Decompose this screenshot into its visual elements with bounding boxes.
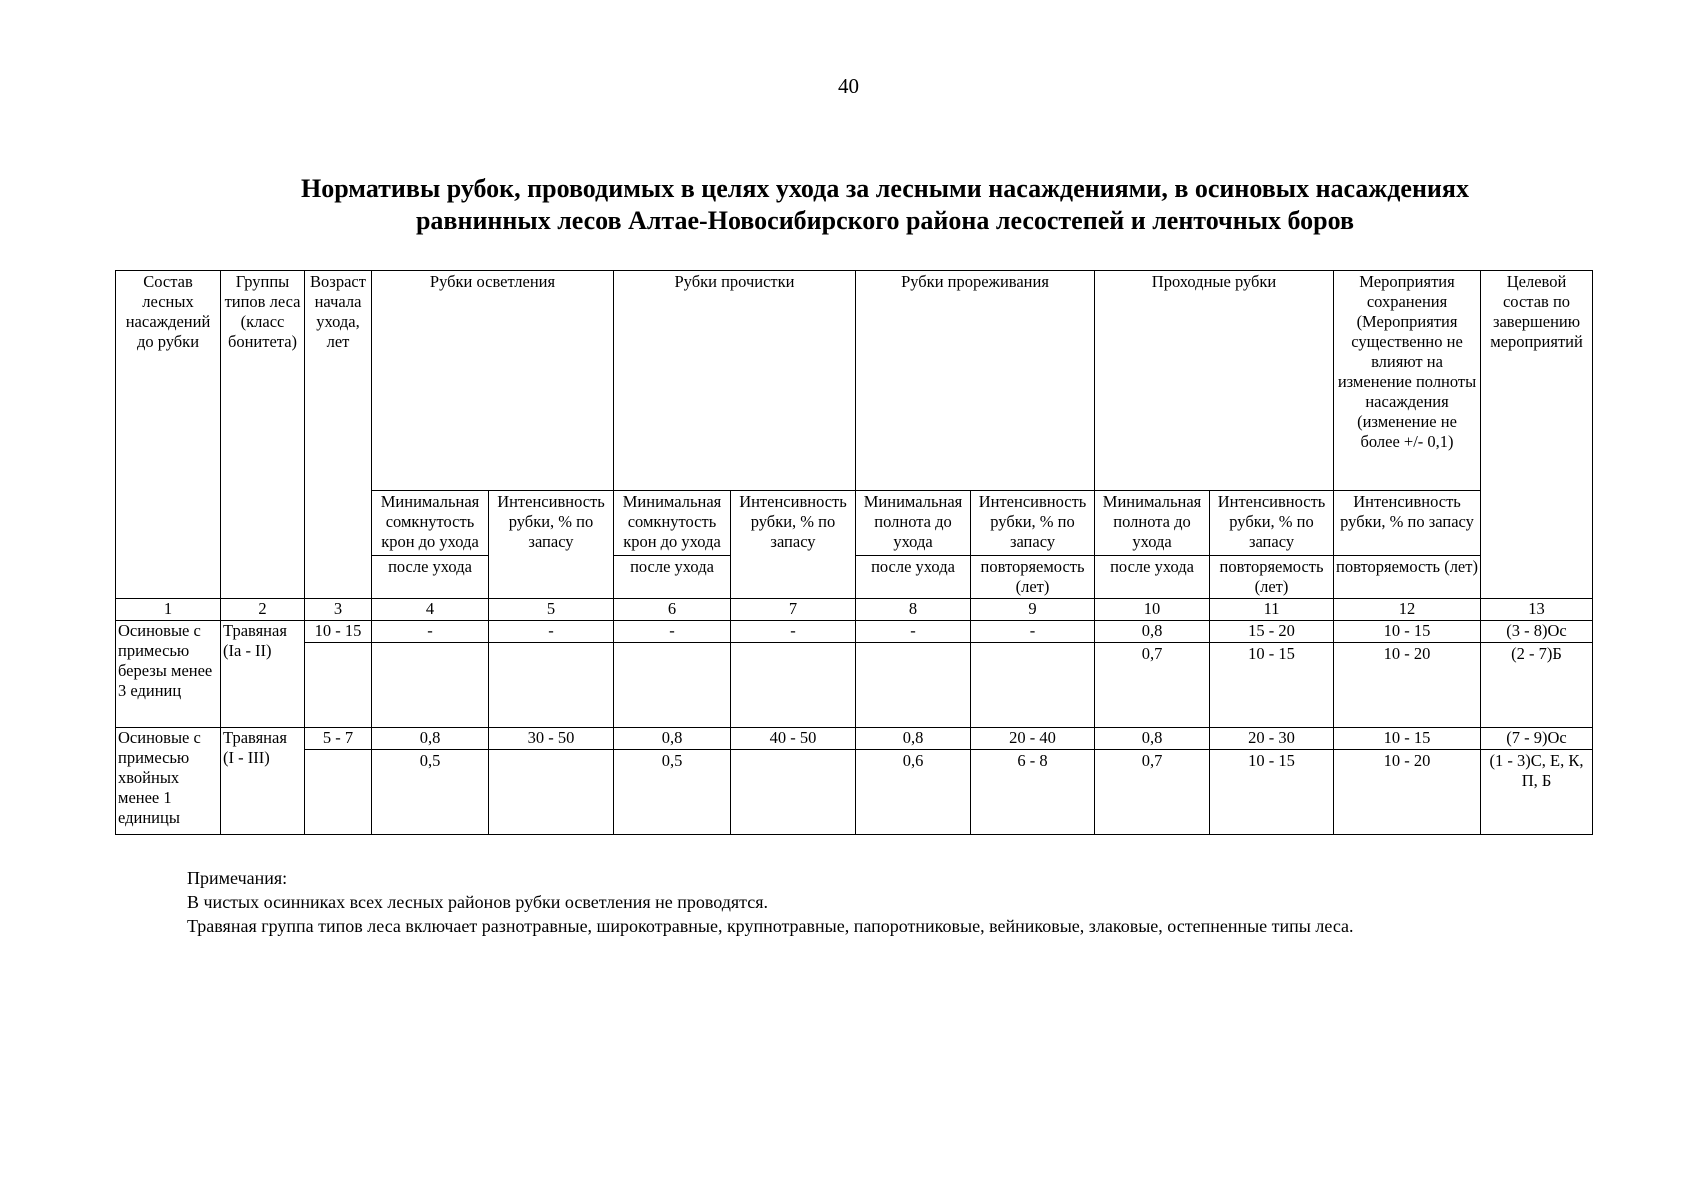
column-number: 4 — [372, 599, 489, 621]
table-cell: (2 - 7)Б — [1481, 643, 1593, 728]
column-number: 8 — [856, 599, 971, 621]
page-number: 40 — [838, 74, 859, 98]
row-composition: Осиновые с примесью березы менее 3 единиц — [116, 621, 221, 728]
column-number: 1 — [116, 599, 221, 621]
table-cell: 0,5 — [372, 750, 489, 835]
table-cell: - — [489, 621, 614, 643]
header-lighting: Рубки осветления — [372, 271, 614, 491]
table-cell — [856, 643, 971, 728]
header-after-8: после ухода — [856, 556, 971, 599]
header-intensity-12: Интенсивность рубки, % по запасу — [1334, 491, 1481, 556]
table-cell — [614, 643, 731, 728]
header-intensity-11: Интенсивность рубки, % по запасу — [1210, 491, 1334, 556]
column-numbers-row — [116, 599, 1593, 621]
table-cell: 10 - 15 — [1334, 621, 1481, 643]
table-row — [116, 643, 1593, 728]
notes — [187, 866, 1354, 938]
table-cell: 40 - 50 — [731, 728, 856, 750]
table-cell: 10 - 20 — [1334, 643, 1481, 728]
table-cell: - — [372, 621, 489, 643]
table-cell — [731, 643, 856, 728]
table-cell — [305, 643, 372, 728]
table-row — [116, 750, 1593, 835]
table-cell: - — [856, 621, 971, 643]
table-cell: 15 - 20 — [1210, 621, 1334, 643]
table-cell: 20 - 30 — [1210, 728, 1334, 750]
document-title — [150, 173, 1620, 237]
table-cell: 0,5 — [614, 750, 731, 835]
header-forest-type: Группы типов леса (класс бонитета) — [221, 271, 305, 599]
column-number: 9 — [971, 599, 1095, 621]
header-repeat-11: повторяемость (лет) — [1210, 556, 1334, 599]
table-cell: 0,6 — [856, 750, 971, 835]
column-number: 10 — [1095, 599, 1210, 621]
note-line: Травяная группа типов леса включает разнотравные, широкотравные, крупнотравные, папоротниковые, вейниковые, злаковые, остепненные типы леса. — [187, 916, 1354, 936]
row-forest-type: Травяная (Ia - II) — [221, 621, 305, 728]
header-min-crown-6: Минимальная сомкнутость крон до ухода — [614, 491, 731, 556]
header-repeat-12: повторяемость (лет) — [1334, 556, 1481, 599]
column-number: 12 — [1334, 599, 1481, 621]
table-cell: (7 - 9)Ос — [1481, 728, 1593, 750]
header-intensity-7: Интенсивность рубки, % по запасу — [731, 491, 856, 599]
table-cell — [372, 643, 489, 728]
header-thinning: Рубки прореживания — [856, 271, 1095, 491]
table-cell: 0,8 — [1095, 621, 1210, 643]
row-composition: Осиновые с примесью хвойных менее 1 единицы — [116, 728, 221, 835]
table-cell: 0,8 — [1095, 728, 1210, 750]
column-number: 13 — [1481, 599, 1593, 621]
header-min-crown-4: Минимальная сомкнутость крон до ухода — [372, 491, 489, 556]
note-line: В чистых осинниках всех лесных районов рубки осветления не проводятся. — [187, 892, 769, 912]
table-cell: 10 - 15 — [1334, 728, 1481, 750]
table-cell: (1 - 3)С, Е, К, П, Б — [1481, 750, 1593, 835]
header-preservation: Мероприятия сохранения (Мероприятия существенно не влияют на изменение полноты насаждения (изменение не более +/- 0,1) — [1334, 271, 1481, 491]
header-min-density-8: Минимальная полнота до ухода — [856, 491, 971, 556]
table-cell: 10 - 15 — [1210, 750, 1334, 835]
column-number: 11 — [1210, 599, 1334, 621]
table-row — [116, 728, 1593, 750]
column-number: 5 — [489, 599, 614, 621]
header-intensity-5: Интенсивность рубки, % по запасу — [489, 491, 614, 599]
table-cell: (3 - 8)Ос — [1481, 621, 1593, 643]
header-min-density-10: Минимальная полнота до ухода — [1095, 491, 1210, 556]
table-cell — [731, 750, 856, 835]
row-start-age: 5 - 7 — [305, 728, 372, 750]
header-repeat-9: повторяемость (лет) — [971, 556, 1095, 599]
table-cell — [971, 643, 1095, 728]
header-target: Целевой состав по завершению мероприятий — [1481, 271, 1593, 599]
table-cell: 20 - 40 — [971, 728, 1095, 750]
header-passing: Проходные рубки — [1095, 271, 1334, 491]
notes-heading: Примечания: — [187, 868, 288, 888]
norms-table — [115, 270, 1593, 835]
title-line-1: Нормативы рубок, проводимых в целях ухода за лесными насаждениями, в осиновых насаждениях — [301, 174, 1469, 203]
row-forest-type: Травяная (I - III) — [221, 728, 305, 835]
column-number: 7 — [731, 599, 856, 621]
column-number: 3 — [305, 599, 372, 621]
table-cell: 10 - 20 — [1334, 750, 1481, 835]
table-cell — [489, 750, 614, 835]
table-cell: - — [614, 621, 731, 643]
table-cell: 0,7 — [1095, 643, 1210, 728]
header-composition: Состав лесных насаждений до рубки — [116, 271, 221, 599]
table-cell — [305, 750, 372, 835]
header-after-6: после ухода — [614, 556, 731, 599]
title-line-2: равнинных лесов Алтае-Новосибирского района лесостепей и ленточных боров — [415, 206, 1355, 235]
row-start-age: 10 - 15 — [305, 621, 372, 643]
table-cell — [489, 643, 614, 728]
header-row-1 — [116, 271, 1593, 491]
column-number: 2 — [221, 599, 305, 621]
table-cell: 0,7 — [1095, 750, 1210, 835]
table-cell: 0,8 — [856, 728, 971, 750]
table-cell: 0,8 — [372, 728, 489, 750]
table-cell: - — [731, 621, 856, 643]
header-start-age: Возраст начала ухода, лет — [305, 271, 372, 599]
table-cell: 6 - 8 — [971, 750, 1095, 835]
table-cell: 10 - 15 — [1210, 643, 1334, 728]
column-number: 6 — [614, 599, 731, 621]
table-cell: 30 - 50 — [489, 728, 614, 750]
header-after-4: после ухода — [372, 556, 489, 599]
table-row — [116, 621, 1593, 643]
header-after-10: после ухода — [1095, 556, 1210, 599]
header-cleaning: Рубки прочистки — [614, 271, 856, 491]
header-intensity-9: Интенсивность рубки, % по запасу — [971, 491, 1095, 556]
table-cell: - — [971, 621, 1095, 643]
table-cell: 0,8 — [614, 728, 731, 750]
